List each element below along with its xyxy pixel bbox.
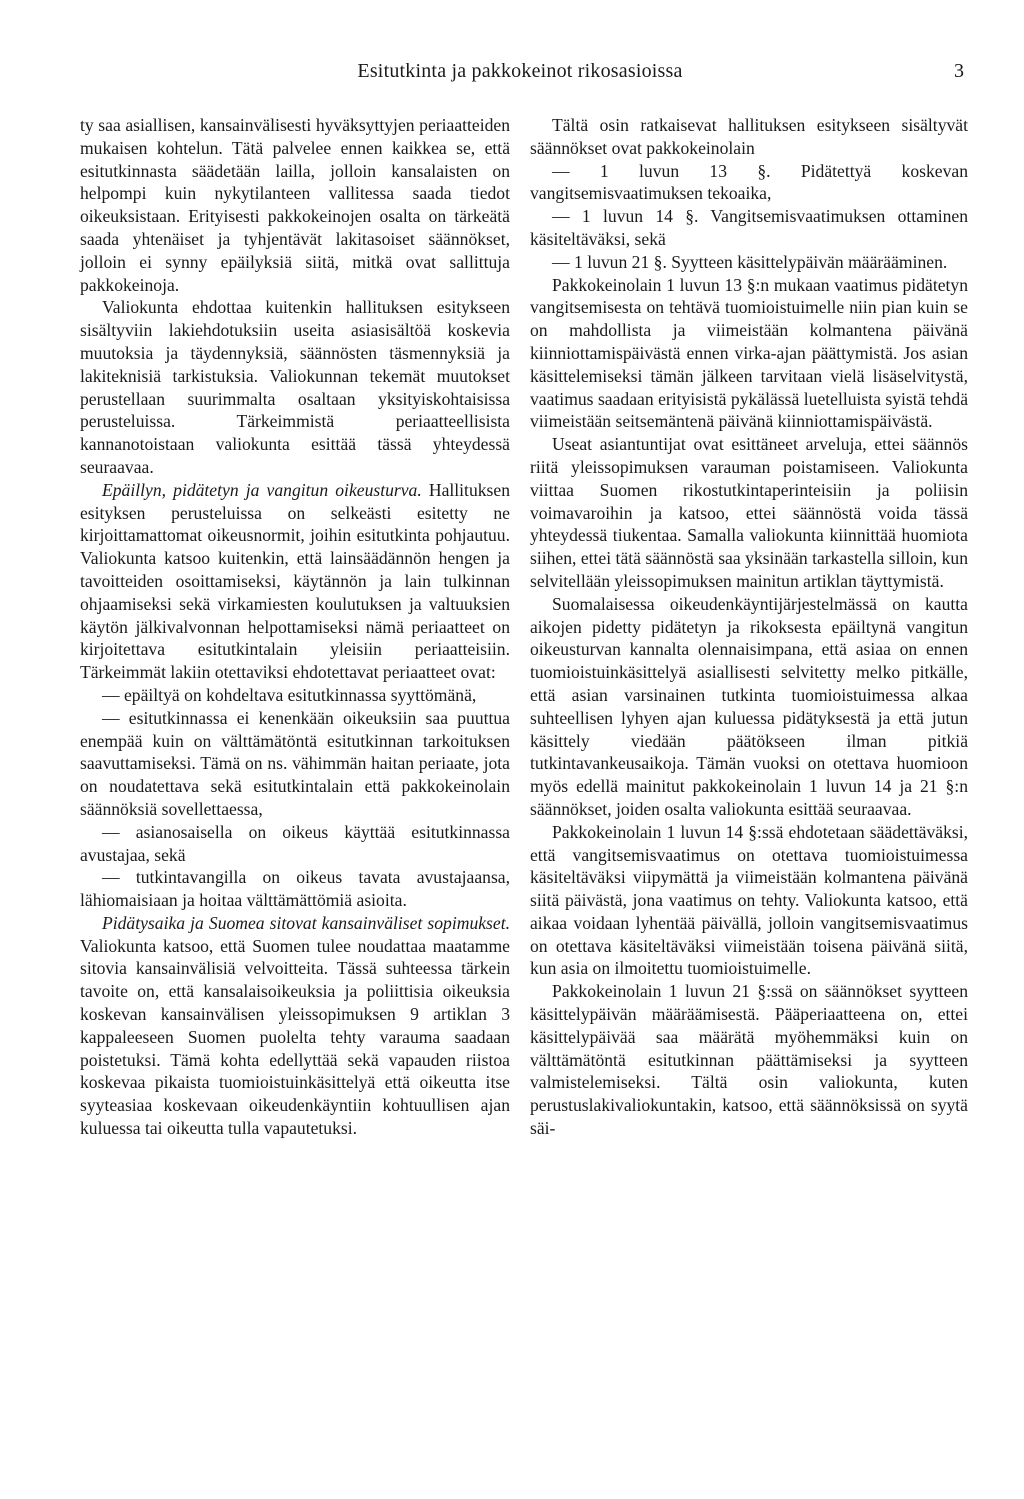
right-paragraph-2: Pakkokeinolain 1 luvun 13 §:n mukaan vaatimus pidätetyn vangitsemisesta on tehtävä tuomioistuimelle niin pian kuin se on mahdollista ja viimeistään kolmantena päivänä kiinniottamispäivästä ennen virka-ajan päättymistä. Jos asian käsittelemiseksi tämän jälkeen tarvitaan vielä lisäselvitystä, vaatimus saadaan erityisistä pykälässä luetelluista syistä tehdä viimeistään seitsemäntenä päivänä kiinniottamispäivästä. [530, 274, 968, 432]
left-paragraph-3 [80, 479, 510, 684]
list-item: — tutkintavangilla on oikeus tavata avustajaansa, lähiomaisiaan ja hoitaa välttämättömiä asioita. [80, 867, 510, 911]
running-title: Esitutkinta ja pakkokeinot rikosasioissa [357, 60, 683, 82]
list-item: — epäiltyä on kohdeltava esitutkinnassa syyttömänä, [102, 684, 477, 705]
list-item: — 1 luvun 13 §. Pidätettyä koskevan vangitsemisvaatimuksen tekoaika, [530, 160, 968, 204]
section-heading-oikeusturva: Epäillyn, pidätetyn ja vangitun oikeusturva. [102, 479, 422, 500]
right-paragraph-5: Pakkokeinolain 1 luvun 14 §:ssä ehdotetaan säädettäväksi, että vangitsemisvaatimus on otettava tuomioistuimessa käsiteltäväksi viipymättä ja viimeistään kolmantena päivänä siitä päivästä, jona vaatimus on tehty. Valiokunta katsoo, että aikaa voidaan lyhentää päivällä, jolloin vangitsemisvaatimus on otettava käsiteltäväksi viimeistään toisena päivänä siitä, kun asia on ilmoitettu tuomioistuimelle. [530, 821, 968, 979]
list-item: — asianosaisella on oikeus käyttää esitutkinnassa avustajaa, sekä [80, 821, 510, 865]
right-paragraph-3: Useat asiantuntijat ovat esittäneet arveluja, ettei säännös riitä yleissopimuksen varauman poistamiseen. Valiokunta viittaa Suomen rikostutkintaperinteisiin ja poliisin voimavaroihin ja katsoo, ettei säännöstä voida tässä yhteydessä tiukentaa. Samalla valiokunta kiinnittää huomiota siihen, ettei tätä säännöstä saa yksinään tarkastella silloin, kun selvitellään yleissopimuksen mainitun artiklan täyttymistä. [530, 434, 968, 591]
left-column [80, 114, 510, 1140]
left-paragraph-4-text: Valiokunta katsoo, että Suomen tulee noudattaa maatamme sitovia kansainvälisiä velvoitteita. Tässä suhteessa tärkein tavoite on, että kansalaisoikeuksia ja poliittisia oikeuksia koskevan kansainvälisen yleissopimuksen 9 artiklan 3 kappaleeseen Suomen puolelta tehty varauma saadaan poistetuksi. Tämä kohta edellyttää sekä vapauden riistoa koskevaa pikaista tuomioistuinkäsittelyä että oikeutta itse syyteasiaa koskevaan oikeudenkäyntiin kohtuullisen ajan kuluessa tai oikeutta tulla vapautetuksi. [80, 935, 510, 1139]
left-paragraph-4 [80, 912, 510, 1140]
list-item: — 1 luvun 21 §. Syytteen käsittelypäivän määrääminen. [552, 251, 948, 272]
left-paragraph-3-text: Hallituksen esityksen perusteluissa on selkeästi esitetty ne kirjoittamattomat oikeusnormit, joihin esitutkinta pohjautuu. Valiokunta katsoo kuitenkin, että lainsäädännön hengen ja tavoitteiden osoittamiseksi, käytännön ja lain tulkinnan ohjaamiseksi sekä virkamiesten koulutuksen ja valtuuksien käytön jälkivalvonnan helpottamiseksi nämä periaatteet on kirjoitettava esitutkintalain yleisiin periaatteisiin. Tärkeimmät lakiin otettaviksi ehdotettavat periaatteet ovat: [80, 479, 510, 683]
right-paragraph-1: Tältä osin ratkaisevat hallituksen esitykseen sisältyvät säännökset ovat pakkokeinolain [530, 115, 968, 158]
list-item: — esitutkinnassa ei kenenkään oikeuksiin saa puuttua enempää kuin on välttämätöntä esitutkinnan tarkoituksen saavuttamiseksi. Tämä on ns. vähimmän haitan periaate, jota on noudatettava sekä esitutkintalain että pakkokeinolain säännöksiä sovellettaessa, [80, 707, 510, 819]
left-paragraph-2: Valiokunta ehdottaa kuitenkin hallituksen esitykseen sisältyviin lakiehdotuksiin useita asiasisältöä koskevia muutoksia ja täydennyksiä, säännösten täsmennyksiä ja lakiteknisiä tarkistuksia. Valiokunnan tekemät muutokset perustellaan suurimmalta osaltaan yksityiskohtaisissa perusteluissa. Tärkeimmistä periaatteellisista kannanotoistaan valiokunta esittää tässä yhteydessä seuraavaa. [80, 297, 510, 477]
page-number: 3 [954, 60, 964, 82]
page-header [0, 60, 1024, 90]
section-heading-pidatysaika: Pidätysaika ja Suomea sitovat kansainväliset sopimukset. [102, 912, 510, 933]
list-item: — 1 luvun 14 §. Vangitsemisvaatimuksen ottaminen käsiteltäväksi, sekä [530, 206, 968, 249]
right-column [530, 114, 968, 1140]
right-paragraph-4: Suomalaisessa oikeudenkäyntijärjestelmässä on kautta aikojen pidetty pidätetyn ja rikoksesta epäiltynä vangitun oikeusturvan kannalta olennaisimpana, että asiaa on ennen tuomioistuinkäsittelyä asiallisesti selvitetty melko pitkälle, että asian varsinainen tutkinta tuomioistuimessa alkaa suhteellisen lyhyen ajan kuluessa pidätyksestä ja että jutun käsittely viedään päätökseen ilman pitkiä tutkintavankeusaikoja. Tämän vuoksi on otettava huomioon myös edellä mainitut pakkokeinolain 1 luvun 14 ja 21 §:n säännökset, joiden osalta valiokunta esittää seuraavaa. [530, 593, 968, 819]
left-paragraph-1: ty saa asiallisen, kansainvälisesti hyväksyttyjen periaatteiden mukaisen kohtelun. Tätä palvelee ennen kaikkea se, että esitutkinnasta säädetään lailla, jolloin kansalaisten on helpompi kuin nykytilanteen vallitessa saada tiedot oikeuksistaan. Erityisesti pakkokeinojen osalta on tärkeätä saada yhtenäiset ja tyhjentävät lakitasoiset säännökset, jolloin ei synny epäilyksiä siitä, mitkä ovat sallittuja pakkokeinoja. [80, 115, 510, 295]
right-paragraph-6: Pakkokeinolain 1 luvun 21 §:ssä on säännökset syytteen käsittelypäivän määräämisestä. Pääperiaatteena on, ettei käsittelypäivää saa määrätä myöhemmäksi kuin on välttämätöntä esitutkinnan päättämiseksi ja syytteen valmistelemiseksi. Tältä osin valiokunta, kuten perustuslakivaliokuntakin, katsoo, että säännöksissä on syytä säi- [530, 981, 968, 1139]
